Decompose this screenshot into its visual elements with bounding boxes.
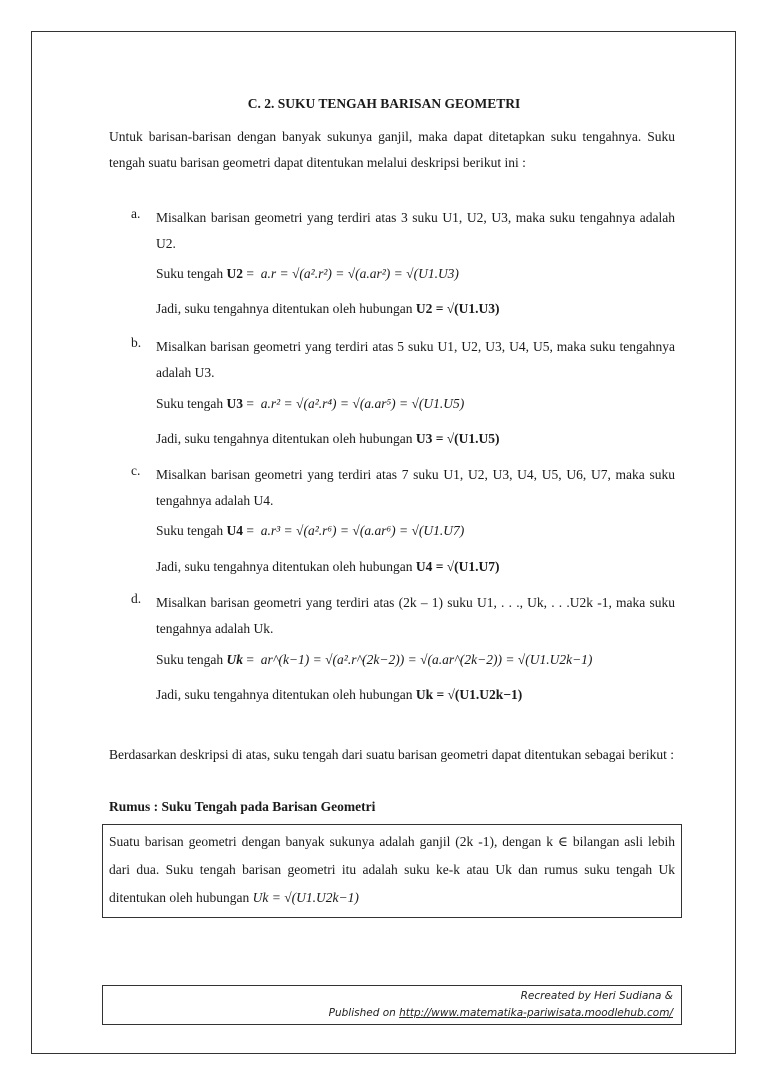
rumus-text: Suatu barisan geometri dengan banyak sukunya adalah ganjil (2k -1), dengan k ∈ bilangan asli lebih dari dua. Suku tengah barisan geometri itu adalah suku ke-k atau Uk dan rumus suku tengah Uk ditentukan oleh hubungan xyxy=(109,834,675,905)
formula-d: Suku tengah Uk = ar^(k−1) = √(a².r^(2k−2)) = √(a.ar^(2k−2)) = √(U1.U2k−1) xyxy=(156,652,593,667)
item-label: d. xyxy=(131,591,142,606)
conclusion-b: Jadi, suku tengahnya ditentukan oleh hubungan U3 = √(U1.U5) xyxy=(156,431,500,446)
rumus-box xyxy=(102,824,682,918)
formula-expression: a.r² = √(a².r⁴) = √(a.ar⁵) = √(U1.U5) xyxy=(260,396,465,411)
item-terms: U1, U2, U3, U4, U5, U6, U7 xyxy=(443,467,608,482)
conclusion-expression: Uk = √(U1.U2k−1) xyxy=(415,687,523,702)
formula-b: Suku tengah U3 = a.r² = √(a².r⁴) = √(a.ar⁵) = √(U1.U5) xyxy=(156,396,465,411)
item-text: Misalkan barisan geometri yang terdiri atas 3 suku U1, U2, U3, maka suku tengahnya adalah U2. xyxy=(156,210,675,251)
footer-credit: Recreated by Heri Sudiana & xyxy=(520,990,673,1002)
formula-expression: a.r³ = √(a².r⁶) = √(a.ar⁶) = √(U1.U7) xyxy=(260,523,465,538)
rumus-heading: Rumus : Suku Tengah pada Barisan Geometri xyxy=(109,799,376,814)
item-terms: U1, U2, U3, U4, U5 xyxy=(437,339,550,354)
conclusion-d: Jadi, suku tengahnya ditentukan oleh hubungan Uk = √(U1.U2k−1) xyxy=(156,687,523,702)
conclusion-expression: U4 = √(U1.U7) xyxy=(415,559,500,574)
item-text: Misalkan barisan geometri yang terdiri atas 7 suku U1, U2, U3, U4, U5, U6, U7, maka suku tengahnya adalah U4. xyxy=(156,467,675,508)
formula-expression: ar^(k−1) = √(a².r^(2k−2)) = √(a.ar^(2k−2)) = √(U1.U2k−1) xyxy=(260,652,593,667)
conclusion-expression: U2 = √(U1.U3) xyxy=(415,301,500,316)
list-item-c xyxy=(109,463,675,523)
footer-published: Published on http://www.matematika-pariwisata.moodlehub.com/ xyxy=(328,1007,673,1019)
formula-expression: a.r = √(a².r²) = √(a.ar²) = √(U1.U3) xyxy=(260,266,459,281)
list-item-d xyxy=(109,591,675,651)
formula-c: Suku tengah U4 = a.r³ = √(a².r⁶) = √(a.ar⁶) = √(U1.U7) xyxy=(156,523,465,538)
section-title: C. 2. SUKU TENGAH BARISAN GEOMETRI xyxy=(247,96,521,111)
list-item-b xyxy=(109,335,675,395)
item-label: c. xyxy=(131,463,141,478)
conclusion-c: Jadi, suku tengahnya ditentukan oleh hubungan U4 = √(U1.U7) xyxy=(156,559,500,574)
item-label: b. xyxy=(131,335,142,350)
list-item-a xyxy=(109,206,675,266)
rumus-formula: Uk = √(U1.U2k−1) xyxy=(252,890,359,905)
summary-paragraph: Berdasarkan deskripsi di atas, suku tengah dari suatu barisan geometri dapat ditentukan sebagai berikut : xyxy=(109,747,674,762)
formula-a: Suku tengah U2 = a.r = √(a².r²) = √(a.ar²) = √(U1.U3) xyxy=(156,266,459,281)
conclusion-expression: U3 = √(U1.U5) xyxy=(415,431,500,446)
footer-link[interactable]: http://www.matematika-pariwisata.moodlehub.com/ xyxy=(399,1007,673,1019)
intro-paragraph: Untuk barisan-barisan dengan banyak sukunya ganjil, maka dapat ditetapkan suku tengahnya. Suku tengah suatu barisan geometri dapat ditentukan melalui deskripsi berikut ini : xyxy=(109,129,675,170)
item-text: Misalkan barisan geometri yang terdiri atas (2k – 1) suku U1, . . ., Uk, . . .U2k -1, maka suku tengahnya adalah Uk. xyxy=(156,595,675,636)
conclusion-a: Jadi, suku tengahnya ditentukan oleh hubungan U2 = √(U1.U3) xyxy=(156,301,500,316)
item-text: Misalkan barisan geometri yang terdiri atas 5 suku U1, U2, U3, U4, U5, maka suku tengahnya adalah U3. xyxy=(156,339,675,380)
item-terms: U1, U2, U3 xyxy=(442,210,508,225)
item-label: a. xyxy=(131,206,141,221)
footer-box xyxy=(102,985,682,1025)
item-terms: (2k – 1) suku U1, . . ., Uk, . . .U2k -1, xyxy=(398,595,612,610)
